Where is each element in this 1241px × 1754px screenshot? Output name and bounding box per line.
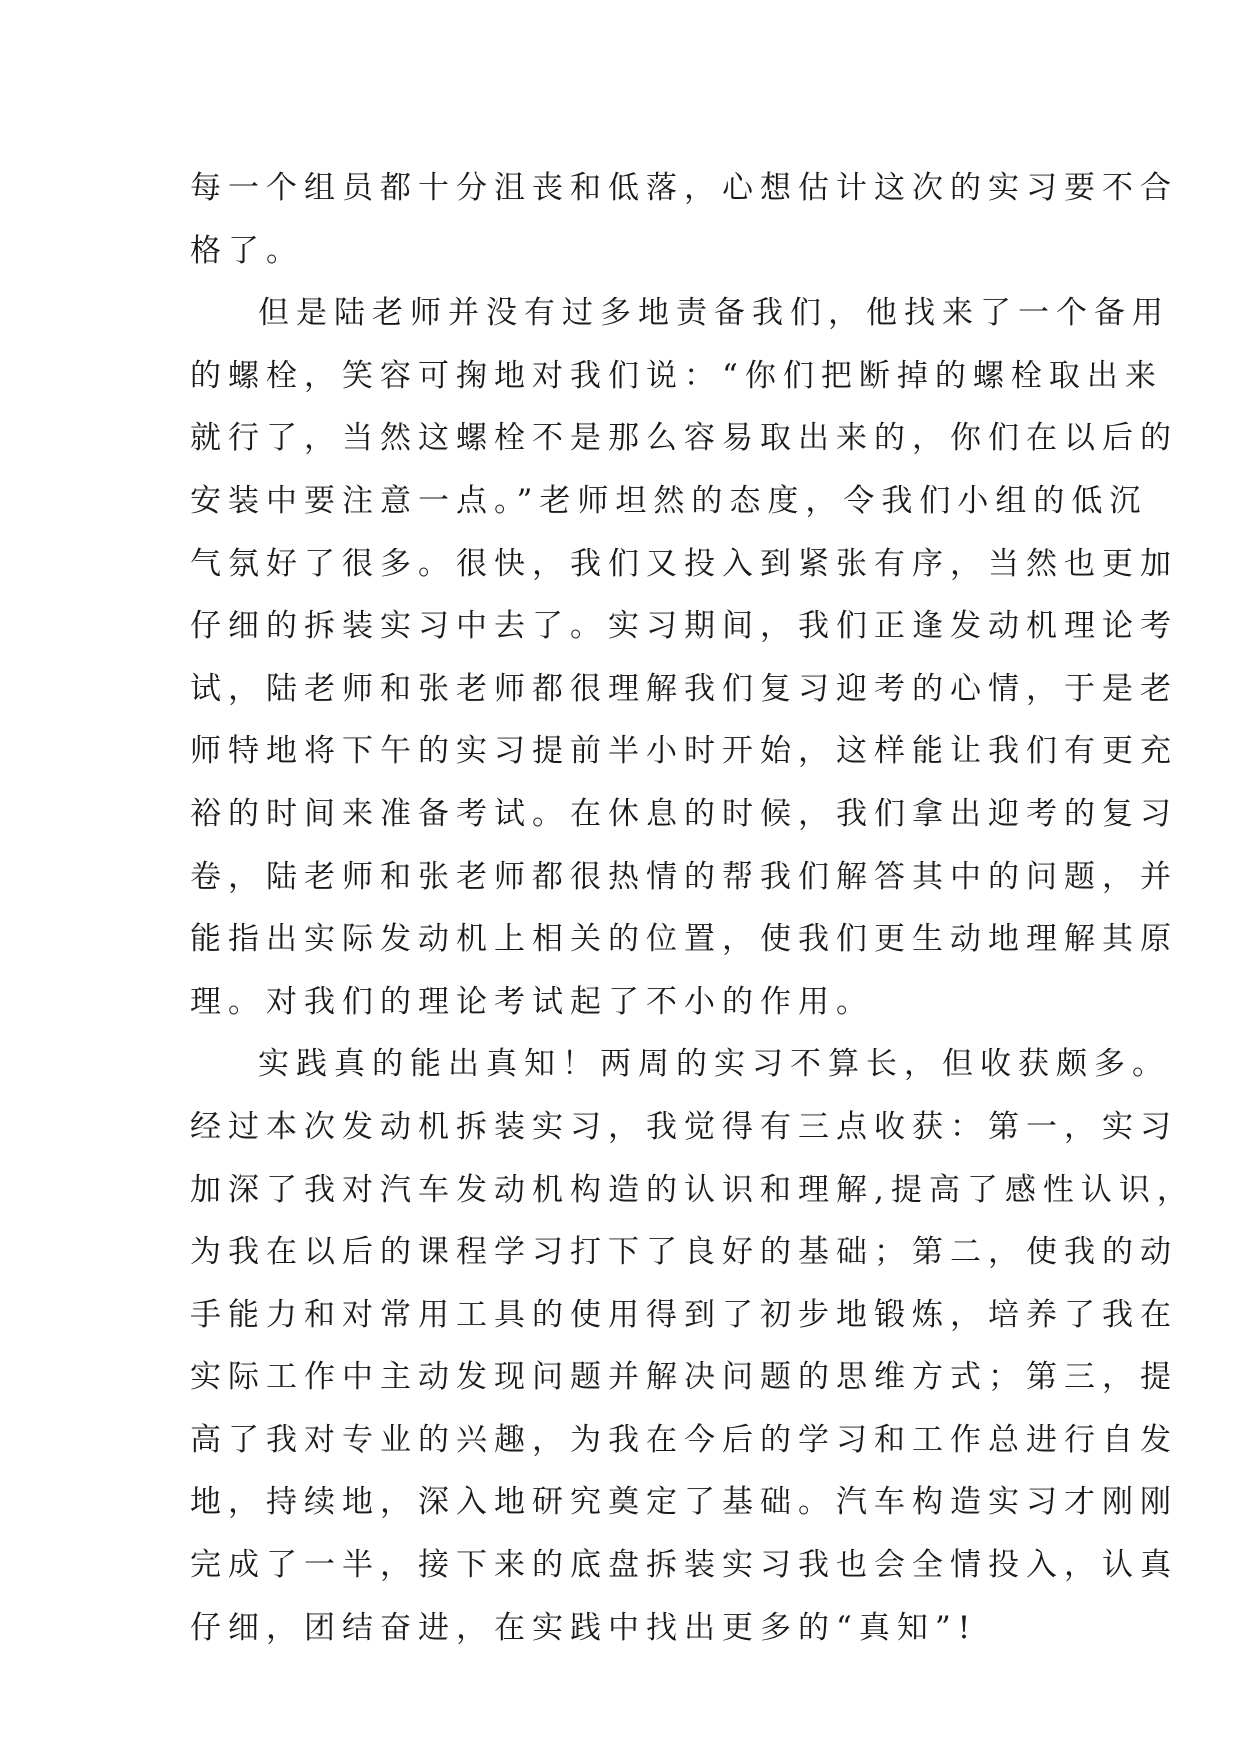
text-line: 仔细的拆装实习中去了。实习期间，我们正逢发动机理论考 — [190, 608, 1178, 645]
text-line: 安装中要注意一点。”老师坦然的态度，令我们小组的低沉 — [190, 482, 1148, 519]
text-line: 加深了我对汽车发动机构造的认识和理解,提高了感性认识， — [190, 1171, 1195, 1208]
text-line: 理。对我们的理论考试起了不小的作用。 — [190, 983, 874, 1020]
text-line: 就行了，当然这螺栓不是那么容易取出来的，你们在以后的 — [190, 420, 1178, 457]
text-line: 师特地将下午的实习提前半小时开始，这样能让我们有更充 — [190, 733, 1178, 770]
text-line: 地，持续地，深入地研究奠定了基础。汽车构造实习才刚刚 — [190, 1484, 1178, 1521]
text-line: 完成了一半，接下来的底盘拆装实习我也会全情投入，认真 — [190, 1547, 1178, 1584]
text-line: 高了我对专业的兴趣，为我在今后的学习和工作总进行自发 — [190, 1421, 1178, 1458]
text-line: 气氛好了很多。很快，我们又投入到紧张有序，当然也更加 — [190, 545, 1178, 582]
paragraph-start-line: 但是陆老师并没有过多地责备我们，他找来了一个备用 — [258, 295, 1170, 332]
text-line: 裕的时间来准备考试。在休息的时候，我们拿出迎考的复习 — [190, 795, 1178, 832]
text-line: 经过本次发动机拆装实习，我觉得有三点收获：第一，实习 — [190, 1108, 1178, 1145]
text-line: 实际工作中主动发现问题并解决问题的思维方式；第三，提 — [190, 1359, 1178, 1396]
text-line: 为我在以后的课程学习打下了良好的基础；第二，使我的动 — [190, 1234, 1178, 1271]
paragraph-start-line: 实践真的能出真知！两周的实习不算长，但收获颇多。 — [258, 1046, 1170, 1083]
text-line: 能指出实际发动机上相关的位置，使我们更生动地理解其原 — [190, 921, 1178, 958]
text-line: 格了。 — [190, 232, 304, 269]
text-line: 每一个组员都十分沮丧和低落，心想估计这次的实习要不合 — [190, 170, 1178, 206]
text-line: 的螺栓，笑容可掬地对我们说：“你们把断掉的螺栓取出来 — [190, 357, 1163, 394]
body-text — [190, 157, 1195, 1659]
text-line: 试，陆老师和张老师都很理解我们复习迎考的心情，于是老 — [190, 670, 1178, 707]
text-line: 手能力和对常用工具的使用得到了初步地锻炼，培养了我在 — [190, 1296, 1178, 1333]
text-line: 仔细，团结奋进，在实践中找出更多的“真知”! — [190, 1609, 978, 1646]
text-line: 卷，陆老师和张老师都很热情的帮我们解答其中的问题，并 — [190, 858, 1178, 895]
